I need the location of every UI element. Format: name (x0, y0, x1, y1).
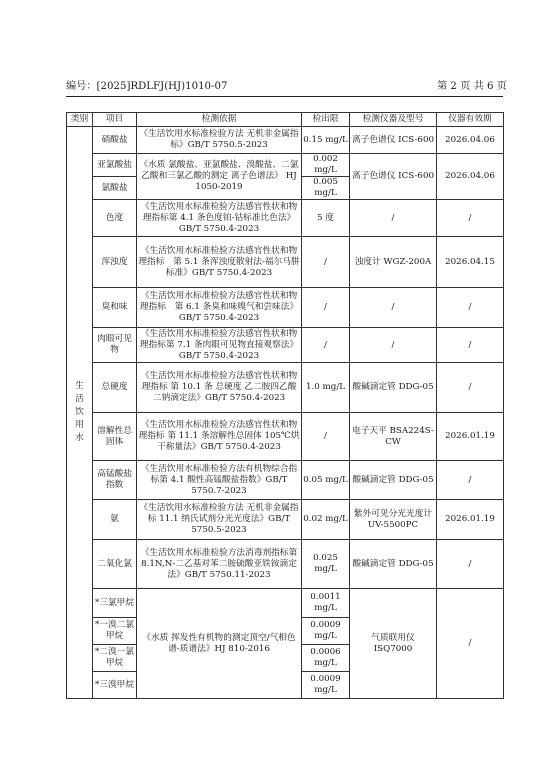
table-row (67, 589, 504, 618)
validity-cell: 2026.04.15 (437, 237, 504, 288)
validity-cell: / (437, 288, 504, 328)
limit-cell: 0.025 mg/L (302, 540, 350, 589)
column-header: 检测依据 (137, 113, 302, 127)
limit-cell: 5 度 (302, 200, 350, 237)
instrument-cell: 酸碱滴定管 DDG-05 (350, 363, 437, 413)
table-row (67, 237, 504, 288)
table-row (67, 461, 504, 500)
validity-cell: 2026.01.19 (437, 500, 504, 540)
instrument-cell: 酸碱滴定管 DDG-05 (350, 461, 437, 500)
instrument-cell: / (350, 288, 437, 328)
validity-cell: 2026.04.06 (437, 127, 504, 154)
limit-cell: 0.0006 mg/L (302, 645, 350, 672)
validity-cell: / (437, 461, 504, 500)
basis-cell: 《生活饮用水标准检验方法 无机非金属指标 11.1 纳氏试剂分光光度法》GB/T 5750.5-2023 (137, 500, 302, 540)
item-cell: *三氯甲烷 (93, 589, 137, 618)
instrument-cell: / (350, 200, 437, 237)
table-row (67, 500, 504, 540)
basis-cell: 《生活饮用水标准检验方法感官性状和物理指标 第 10.1 条 总硬度 乙二胺四乙酸二钠滴定法》GB/T 5750.4-2023 (137, 363, 302, 413)
header-rule (66, 96, 503, 97)
item-cell: 总硬度 (93, 363, 137, 413)
basis-cell: 《生活饮用水标准检验方法消毒剂指标第 8.1N,N-二乙基对苯二胺硫酸亚铁铵滴定法》GB/T 5750.11-2023 (137, 540, 302, 589)
table-header-row (67, 113, 504, 127)
page-info: 第 2 页 共 6 页 (437, 81, 507, 92)
item-cell: 亚氯酸盐 (93, 154, 137, 177)
table-row (67, 540, 504, 589)
validity-cell: / (437, 363, 504, 413)
instrument-cell: 浊度计 WGZ-200A (350, 237, 437, 288)
basis-cell: 《生活饮用水标准检验方法感官性状和物理指标 第 6.1 条臭和味嗅气和尝味法》GB/T 5750.4-2023 (137, 288, 302, 328)
validity-cell: / (437, 540, 504, 589)
table-row (67, 200, 504, 237)
item-cell: 溶解性总固体 (93, 413, 137, 461)
test-basis-table (66, 112, 504, 699)
basis-cell: 《生活饮用水标准检验方法感官性状和物理指标 第 5.1 条浑浊度散射法-福尔马肼标准》GB/T 5750.4-2023 (137, 237, 302, 288)
item-cell: 浑浊度 (93, 237, 137, 288)
limit-cell: 1.0 mg/L (302, 363, 350, 413)
instrument-cell: / (350, 328, 437, 363)
item-cell: 肉眼可见物 (93, 328, 137, 363)
limit-cell: / (302, 328, 350, 363)
category-cell: 生活饮用水 (67, 127, 93, 699)
limit-cell: 0.15 mg/L (302, 127, 350, 154)
instrument-cell: 电子天平 BSA224S-CW (350, 413, 437, 461)
validity-cell: / (437, 328, 504, 363)
table-row (67, 127, 504, 154)
item-cell: *三溴甲烷 (93, 672, 137, 699)
validity-cell: / (437, 589, 504, 699)
limit-cell: 0.0011 mg/L (302, 589, 350, 618)
item-cell: 硝酸盐 (93, 127, 137, 154)
basis-cell: 《生活饮用水标准检验方法 无机非金属指标》GB/T 5750.5-2023 (137, 127, 302, 154)
table-row (67, 154, 504, 177)
limit-cell: 0.005 mg/L (302, 177, 350, 200)
validity-cell: / (437, 200, 504, 237)
basis-cell: 《生活饮用水标准检验方法感官性状和物理指标第 4.1 条色度铂-钴标准比色法》GB/T 5750.4-2023 (137, 200, 302, 237)
table-row (67, 363, 504, 413)
limit-cell: / (302, 237, 350, 288)
table-row (67, 328, 504, 363)
limit-cell: 0.002 mg/L (302, 154, 350, 177)
basis-cell: 《生活饮用水标准检验方法感官性状和物理指标第 7.1 条肉眼可见物直接观察法》GB/T 5750.4-2023 (137, 328, 302, 363)
item-cell: 氯酸盐 (93, 177, 137, 200)
limit-cell: 0.02 mg/L (302, 500, 350, 540)
limit-cell: 0.0009 mg/L (302, 618, 350, 645)
item-cell: 色度 (93, 200, 137, 237)
instrument-cell: 离子色谱仪 ICS-600 (350, 154, 437, 200)
basis-cell: 《生活饮用水标准检验方法有机物综合指标第 4.1 酸性高锰酸盐指数》GB/T 5750.7-2023 (137, 461, 302, 500)
basis-cell: 《水质 氯酸盐、亚氯酸盐、溴酸盐、二氯乙酸和三氯乙酸的测定 离子色谱法》 HJ 1050-2019 (137, 154, 302, 200)
limit-cell: / (302, 413, 350, 461)
instrument-cell: 紫外可见分光光度计 UV-5500PC (350, 500, 437, 540)
limit-cell: 0.05 mg/L (302, 461, 350, 500)
column-header: 仪器有效期 (437, 113, 504, 127)
column-header: 检测仪器及型号 (350, 113, 437, 127)
limit-cell: / (302, 288, 350, 328)
table-row (67, 288, 504, 328)
item-cell: *二溴一氯甲烷 (93, 645, 137, 672)
item-cell: 高锰酸盐指数 (93, 461, 137, 500)
instrument-cell: 气质联用仪 ISQ7000 (350, 589, 437, 699)
item-cell: *一溴二氯甲烷 (93, 618, 137, 645)
table-row (67, 413, 504, 461)
column-header: 检出限 (302, 113, 350, 127)
limit-cell: 0.0009 mg/L (302, 672, 350, 699)
item-cell: 二氧化氯 (93, 540, 137, 589)
instrument-cell: 酸碱滴定管 DDG-05 (350, 540, 437, 589)
item-cell: 氨 (93, 500, 137, 540)
basis-cell: 《生活饮用水标准检验方法感官性状和物理指标 第 11.1 条溶解性总固体 105℃烘干称量法》GB/T 5750.4-2023 (137, 413, 302, 461)
report-number: 编号：[2025]RDLFJ(HJ)1010-07 (66, 81, 228, 92)
column-header: 项目 (93, 113, 137, 127)
validity-cell: 2026.01.19 (437, 413, 504, 461)
validity-cell: 2026.04.06 (437, 154, 504, 200)
basis-cell: 《水质 挥发性有机物的测定顶空/气相色谱-质谱法》HJ 810-2016 (137, 589, 302, 699)
instrument-cell: 离子色谱仪 ICS-600 (350, 127, 437, 154)
column-header: 类别 (67, 113, 93, 127)
item-cell: 臭和味 (93, 288, 137, 328)
